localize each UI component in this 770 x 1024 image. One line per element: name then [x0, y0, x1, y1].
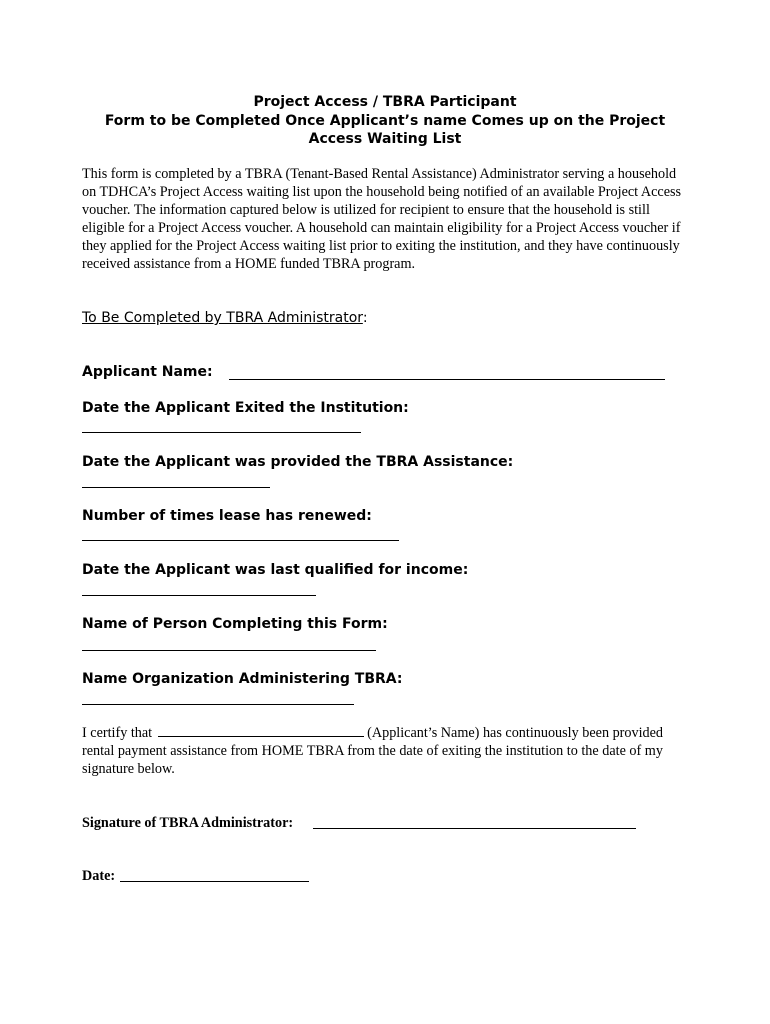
date-qualified-label: Date the Applicant was last qualified for income:	[82, 562, 469, 578]
date-exited-label: Date the Applicant Exited the Institution:	[82, 400, 409, 416]
organization-label: Name Organization Administering TBRA:	[82, 671, 403, 687]
times-renewed-field[interactable]	[82, 540, 399, 541]
certification-paragraph	[82, 724, 694, 778]
person-completing-field[interactable]	[82, 650, 376, 651]
admin-heading-text: To Be Completed by TBRA Administrator	[82, 310, 363, 326]
signature-field[interactable]	[313, 828, 636, 829]
times-renewed-label: Number of times lease has renewed:	[82, 508, 372, 524]
title-line-2: Form to be Completed Once Applicant’s name Comes up on the Project	[104, 113, 666, 129]
certify-suffix: (Applicant’s Name) has continuously been provided rental payment assistance from HOME TBRA from the date of exiting the institution to the date of my signature below.	[82, 725, 664, 777]
person-completing-label: Name of Person Completing this Form:	[82, 616, 388, 632]
admin-heading-colon: :	[362, 310, 368, 326]
date-provided-label: Date the Applicant was provided the TBRA Assistance:	[82, 454, 514, 470]
date-exited-field[interactable]	[82, 432, 361, 433]
applicant-name-field[interactable]	[229, 379, 665, 380]
certify-applicant-name-field[interactable]	[158, 724, 364, 737]
signature-label: Signature of TBRA Administrator:	[82, 815, 294, 831]
date-label: Date:	[82, 868, 116, 884]
applicant-name-label: Applicant Name:	[82, 364, 213, 380]
intro-paragraph: This form is completed by a TBRA (Tenant-Based Rental Assistance) Administrator serving a household on TDHCA’s Project Access waiting list upon the household being notified of an available Project Access voucher. The information captured below is utilized for recipient to ensure that the household is still eligible for a Project Access voucher. A household can maintain eligibility for a Project Access voucher if they applied for the Project Access waiting list prior to exiting the institution, and they have continuously received assistance from a HOME funded TBRA program.	[82, 166, 682, 272]
admin-section-heading	[82, 308, 368, 328]
date-field[interactable]	[120, 881, 309, 882]
title-line-3: Access Waiting List	[308, 131, 462, 147]
title-line-1: Project Access / TBRA Participant	[253, 94, 517, 110]
date-provided-field[interactable]	[82, 487, 270, 488]
certify-prefix: I certify that	[82, 725, 153, 741]
organization-field[interactable]	[82, 704, 354, 705]
date-qualified-field[interactable]	[82, 595, 316, 596]
